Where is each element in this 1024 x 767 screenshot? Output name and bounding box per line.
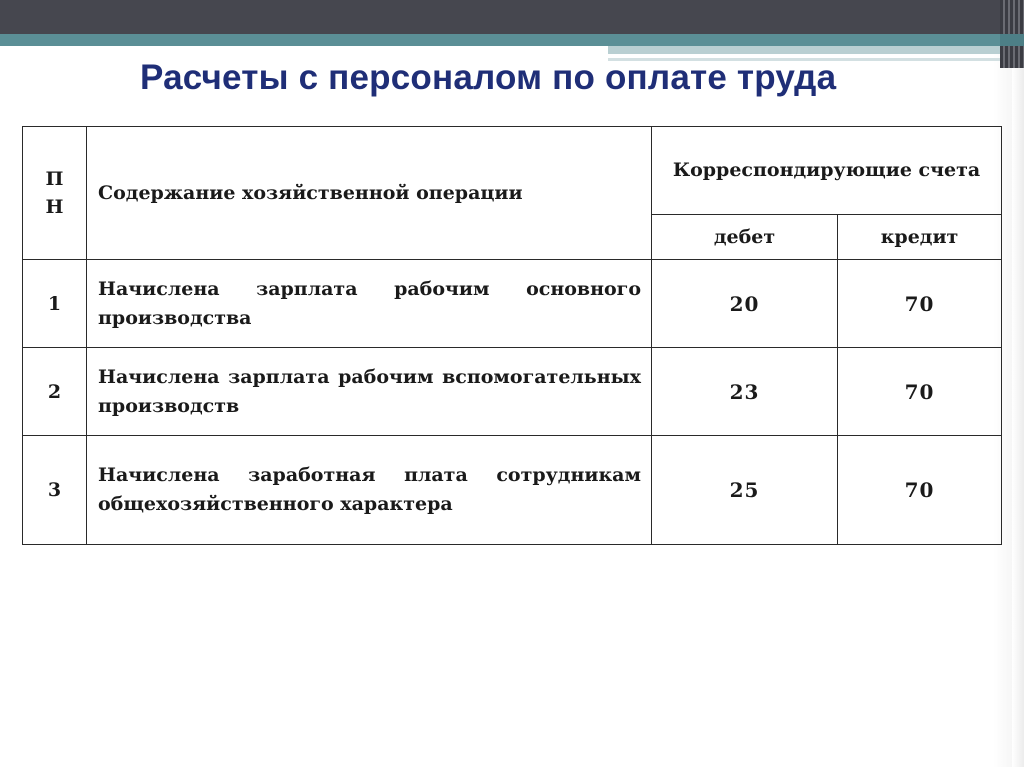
header-band-light: [608, 46, 1000, 54]
header-band-dark: [0, 0, 1000, 34]
row-number: 2: [23, 348, 87, 436]
header-credit-cell: кредит: [838, 214, 1002, 259]
row-credit: 70: [838, 260, 1002, 348]
header-band-teal: [0, 34, 1000, 46]
table-row: [23, 260, 1002, 348]
slide-title: Расчеты с персоналом по оплате труда: [140, 58, 837, 97]
table-row: [23, 436, 1002, 545]
row-description: Начислена заработная плата сотрудникам общехозяйственного характера: [87, 436, 652, 545]
header-description-cell: Содержание хозяйственной операции: [87, 127, 652, 260]
row-debit: 23: [652, 348, 838, 436]
header-number-cell: [23, 127, 87, 260]
row-description: Начислена зарплата рабочим основного производства: [87, 260, 652, 348]
slide-edge-shadow: [1012, 68, 1024, 767]
row-debit: 20: [652, 260, 838, 348]
header-accounts-cell: Корреспондирующие счета: [652, 127, 1002, 215]
operations-table: [22, 126, 1002, 545]
row-description: Начислена зарплата рабочим вспомогательных производств: [87, 348, 652, 436]
header-number-line2: Н: [45, 196, 64, 218]
row-credit: 70: [838, 436, 1002, 545]
row-credit: 70: [838, 348, 1002, 436]
header-debit-cell: дебет: [652, 214, 838, 259]
header-band-corner-teal: [1000, 34, 1024, 46]
table-header-row: [23, 127, 1002, 215]
table-row: [23, 348, 1002, 436]
row-number: 3: [23, 436, 87, 545]
row-debit: 25: [652, 436, 838, 545]
header-number-line1: П: [45, 168, 64, 190]
row-number: 1: [23, 260, 87, 348]
